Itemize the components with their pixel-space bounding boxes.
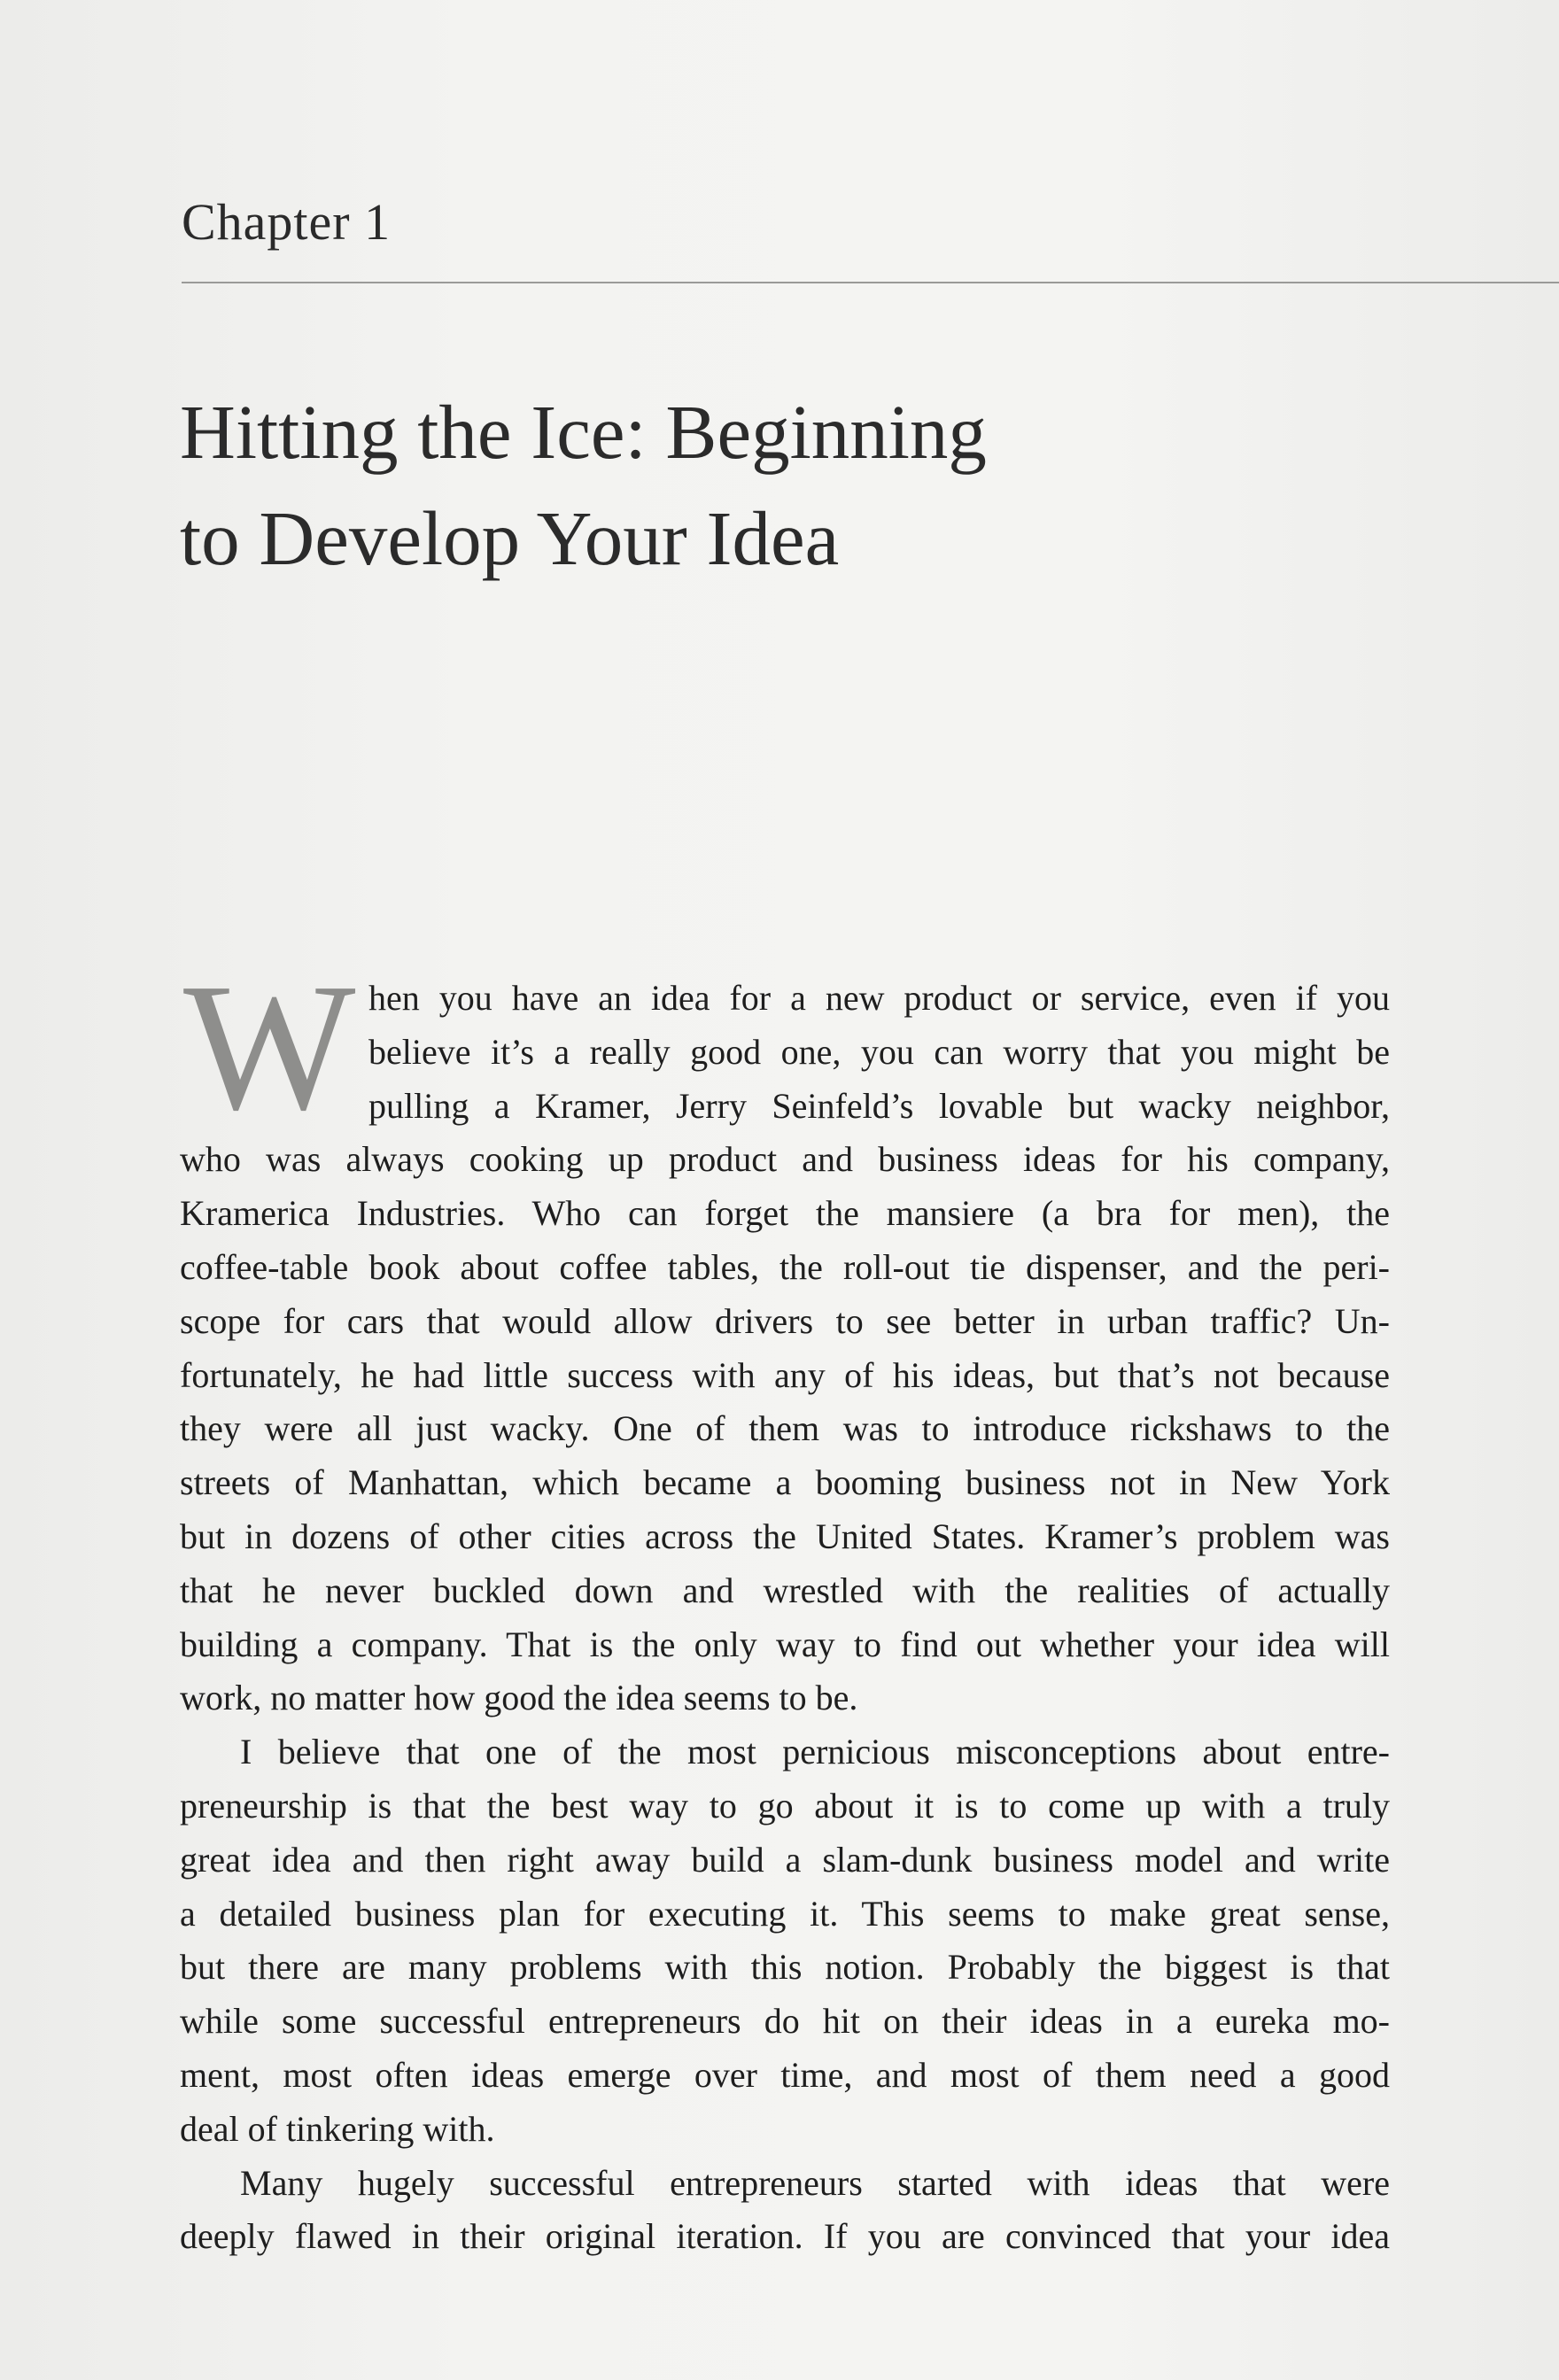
text-line: pulling a Kramer, Jerry Seinfeld’s lovable but wacky neighbor, [368, 1085, 1390, 1126]
text-line: but in dozens of other cities across the United States. Kramer’s problem was [180, 1516, 1390, 1556]
text-line: fortunately, he had little success with any of his ideas, but that’s not because [180, 1354, 1390, 1395]
text-line: but there are many problems with this notion. Probably the biggest is that [180, 1947, 1390, 1988]
chapter-title-line: to Develop Your Idea [180, 495, 840, 581]
text-line: a detailed business plan for executing it. This seems to make great sense, [180, 1893, 1390, 1934]
chapter-title [180, 379, 1243, 592]
text-line: I believe that one of the most pernicious misconceptions about entre- [240, 1732, 1390, 1772]
text-line: they were all just wacky. One of them was to introduce rickshaws to the [180, 1408, 1390, 1449]
text-line: scope for cars that would allow drivers to see better in urban traffic? Un- [180, 1300, 1390, 1341]
text-line: believe it’s a really good one, you can worry that you might be [368, 1031, 1390, 1072]
text-line: streets of Manhattan, which became a booming business not in New York [180, 1462, 1390, 1503]
paragraph-1 [180, 945, 1390, 1725]
text-line: Many hugely successful entrepreneurs started with ideas that were [240, 2162, 1390, 2203]
chapter-label: Chapter 1 [182, 193, 392, 251]
drop-cap: W [183, 945, 356, 1148]
text-line: work, no matter how good the idea seems to be. [180, 1678, 858, 1718]
text-line: Kramerica Industries. Who can forget the mansiere (a bra for men), the [180, 1193, 1390, 1234]
body-text [180, 945, 1390, 2264]
text-line: coffee-table book about coffee tables, the roll-out tie dispenser, and the peri- [180, 1246, 1390, 1287]
paragraph-3 [180, 2157, 1390, 2265]
chapter-rule [182, 282, 1559, 283]
text-line: ment, most often ideas emerge over time, and most of them need a good [180, 2054, 1390, 2095]
text-line: great idea and then right away build a slam-dunk business model and write [180, 1839, 1390, 1880]
text-line: building a company. That is the only way to find out whether your idea will [180, 1624, 1390, 1664]
paragraph-2 [180, 1725, 1390, 2156]
text-line: deeply flawed in their original iteration. If you are convinced that your idea [180, 2216, 1390, 2257]
text-line: deal of tinkering with. [180, 2108, 495, 2149]
text-line: who was always cooking up product and business ideas for his company, [180, 1139, 1390, 1180]
chapter-title-line: Hitting the Ice: Beginning [180, 389, 987, 475]
text-line: preneurship is that the best way to go about it is to come up with a truly [180, 1785, 1390, 1826]
text-line: that he never buckled down and wrestled with the realities of actually [180, 1570, 1390, 1610]
text-line: hen you have an idea for a new product or service, even if you [368, 978, 1390, 1018]
text-line: while some successful entrepreneurs do hit on their ideas in a eureka mo- [180, 2001, 1390, 2042]
